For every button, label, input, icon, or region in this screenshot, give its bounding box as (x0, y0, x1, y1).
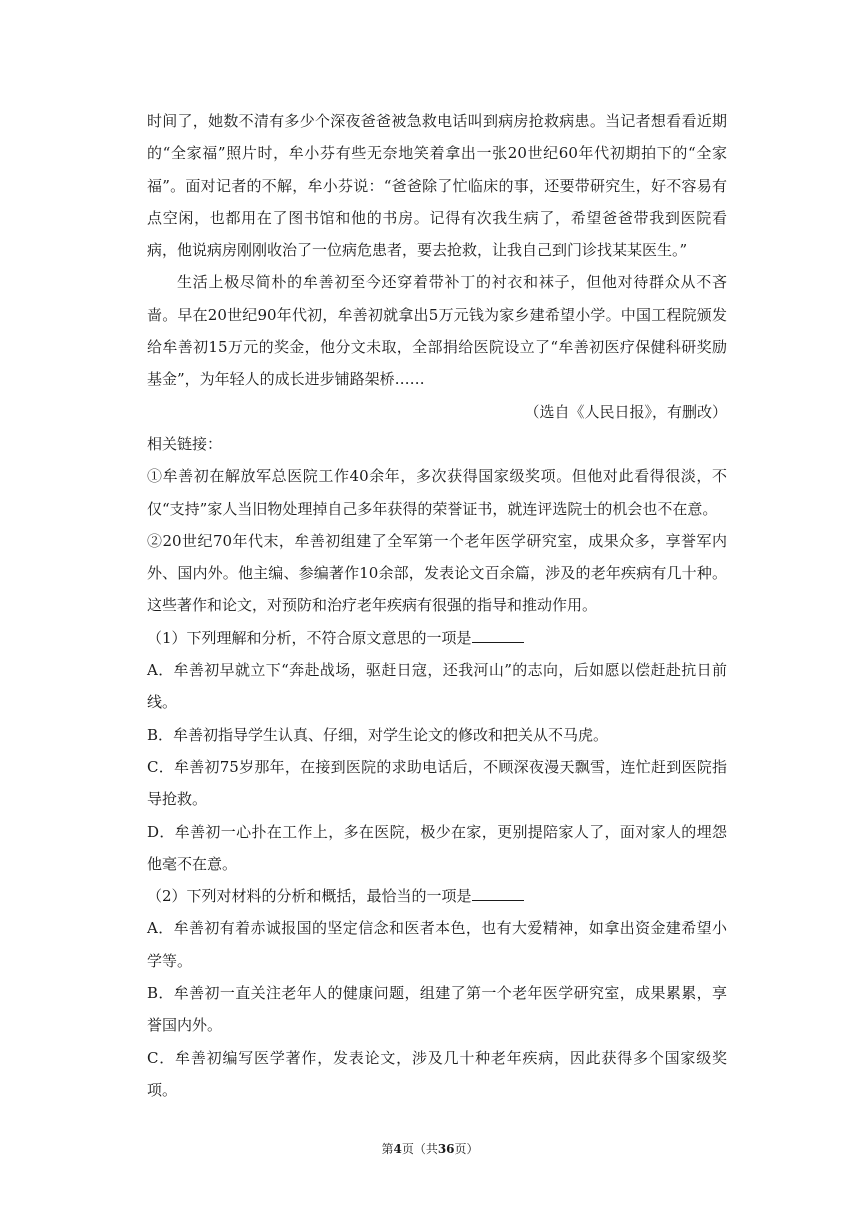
passage-paragraph-life: 生活上极尽简朴的牟善初至今还穿着带补丁的衬衣和袜子，但他对待群众从不吝啬。早在20世纪90年代初，牟善初就拿出5万元钱为家乡建希望小学。中国工程院颁发给牟善初15万元的奖金，他分文未取，全部捐给医院设立了“牟善初医疗保健科研奖励基金”，为年轻人的成长进步铺路架桥…… (147, 273, 727, 389)
question-1-option-b: B．牟善初指导学生认真、仔细，对学生论文的修改和把关从不马虎。 (147, 725, 609, 744)
footer-total-pages: 36 (437, 1142, 455, 1156)
answer-blank-1[interactable] (472, 626, 524, 643)
question-1-stem (147, 622, 727, 654)
answer-blank-2[interactable] (472, 884, 524, 901)
page-content (147, 105, 727, 1106)
page-footer (0, 1141, 860, 1157)
link-item-1: ①牟善初在解放军总医院工作40余年，多次获得国家级奖项。但他对此看得很淡，不仅“支持”家人当旧物处理掉自己多年获得的荣誉证书，就连评选院士的机会也不在意。 (147, 467, 727, 518)
footer-page-number: 4 (393, 1142, 402, 1156)
footer-middle: 页（共 (401, 1142, 438, 1156)
passage-source: （选自《人民日报》，有删改） (524, 402, 727, 421)
question-1-option-c: C．牟善初75岁那年，在接到医院的求助电话后，不顾深夜漫天飘雪，连忙赶到医院指导抢救。 (147, 757, 727, 809)
footer-suffix: 页） (454, 1142, 479, 1156)
link-item-2: ②20世纪70年代末，牟善初组建了全军第一个老年医学研究室，成果众多，享誉军内外、国内外。他主编、参编著作10余部，发表论文百余篇，涉及的老年疾病有几十种。这些著作和论文，对预防和治疗老年疾病有很强的指导和推动作用。 (147, 531, 727, 615)
question-2-option-b: B．牟善初一直关注老年人的健康问题，组建了第一个老年医学研究室，成果累累，享誉国内外。 (147, 984, 727, 1035)
question-1-stem-text: （1）下列理解和分析，不符合原文意思的一项是 (147, 628, 472, 647)
question-1-option-d: D．牟善初一心扑在工作上，多在医院，极少在家，更别提陪家人了，面对家人的埋怨他毫不在意。 (147, 822, 727, 873)
passage-paragraph-continued: 时间了，她数不清有多少个深夜爸爸被急救电话叫到病房抢救病患。当记者想看看近期的“全家福”照片时，牟小芬有些无奈地笑着拿出一张20世纪60年代初期拍下的“全家福”。面对记者的不解，牟小芬说：“爸爸除了忙临床的事，还要带研究生，好不容易有点空闲，也都用在了图书馆和他的书房。记得有次我生病了，希望爸爸带我到医院看病，他说病房刚刚收治了一位病危患者，要去抢救，让我自己到门诊找某某医生。” (147, 112, 727, 260)
question-2-option-c: C．牟善初编写医学著作，发表论文，涉及几十种老年疾病，因此获得多个国家级奖项。 (147, 1048, 727, 1099)
question-2-stem (147, 880, 727, 912)
footer-prefix: 第 (381, 1142, 394, 1156)
question-1-option-a: A．牟善初早就立下“奔赴战场，驱赶日寇，还我河山”的志向，后如愿以偿赶赴抗日前线。 (147, 661, 727, 712)
links-heading: 相关链接： (147, 434, 223, 453)
question-2-stem-text: （2）下列对材料的分析和概括，最恰当的一项是 (147, 887, 472, 906)
question-2-option-a: A．牟善初有着赤诚报国的坚定信念和医者本色，也有大爱精神，如拿出资金建希望小学等。 (147, 919, 727, 970)
